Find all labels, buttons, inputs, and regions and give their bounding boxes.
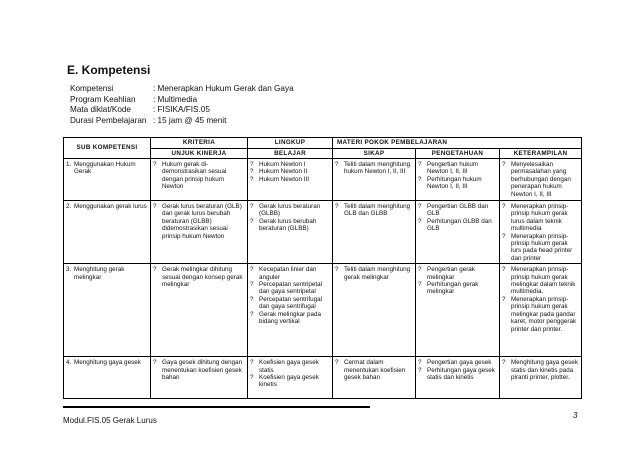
bullet-marker: ? [250,168,254,176]
header-unjuk-kinerja: UNJUK KINERJA [151,149,248,159]
bullet-text: Menerapkan prinsip-prinsip hukum gerak lurs pada head printer dan printer [511,232,573,262]
header-pengetahuan: PENGETAHUAN [416,149,500,159]
table-row [64,201,582,264]
cell-keterampilan [500,264,582,357]
page-number: 3 [573,411,578,420]
cell-sub-kompetensi [64,159,151,201]
cell-pengetahuan [416,201,500,264]
bullet-marker: ? [418,161,422,168]
cell-keterampilan [500,357,582,399]
bullet-marker: ? [418,366,422,374]
bullet-marker: ? [502,266,506,274]
cell-sub-kompetensi [64,264,151,357]
meta-value: : FISIKA/FIS.05 [153,105,210,114]
row-number: 1. [66,161,72,168]
bullet-item [418,203,497,218]
bullet-item [250,281,330,296]
bullet-marker: ? [250,203,254,210]
bullet-text: Pengertian gerak melingkar [427,266,475,281]
bullet-item [418,161,497,176]
bullet-item [250,266,330,281]
bullet-item [418,176,497,191]
bullet-marker: ? [153,161,157,168]
bullet-text: Percepatan sentrifugal dan gaya sentrifugal [259,295,323,311]
sub-kompetensi-text: Menghitung gerak melingkar [74,266,125,281]
cell-pengetahuan [416,357,500,399]
cell-pengetahuan [416,159,500,201]
cell-lingkup [248,264,333,357]
header-lingkup: LINGKUP [248,138,333,149]
bullet-item [250,296,330,311]
cell-kriteria [151,357,248,399]
bullet-text: Perhitungan GLBB dan GLB [427,217,492,233]
bullet-marker: ? [502,203,506,210]
bullet-marker: ? [250,217,254,225]
bullet-text: Hukum Newton I [259,161,306,168]
bullet-marker: ? [250,295,254,303]
bullet-item [335,203,413,218]
cell-pengetahuan [416,264,500,357]
bullet-marker: ? [418,217,422,225]
meta-value: : 15 jam @ 45 menit [153,115,227,125]
header-kriteria: KRITERIA [151,138,248,149]
bullet-marker: ? [335,161,339,168]
bullet-marker: ? [418,359,422,367]
section-title: E. Kompetensi [67,63,151,77]
bullet-item [153,203,245,240]
bullet-item [418,281,497,296]
bullet-text: Menerapkan prinsip-prinsip hukum gerak melingkar dalam teknik multimedia. [511,266,576,296]
bullet-item [335,161,413,176]
bullet-item [153,359,245,381]
bullet-item [502,203,579,233]
sub-kompetensi-text: Menghitung gaya gesek [74,359,141,367]
bullet-item [250,374,330,389]
bullet-marker: ? [502,161,506,168]
bullet-marker: ? [418,281,422,289]
meta-row [70,105,294,116]
row-number: 2. [66,203,72,210]
bullet-text: Gerak lurus beraturan (GLB) dan gerak lurus berubah beraturan (GLBB) didemostrasikan sesuai prinsip hukum Newton [162,203,242,240]
bullet-text: Teliti dalam menghitung gerak melingkar [344,266,411,281]
meta-value: : Menerapkan Hukum Gerak dan Gaya [153,84,294,93]
cell-sikap [333,264,416,357]
bullet-marker: ? [250,266,254,274]
cell-kriteria [151,264,248,357]
bullet-marker: ? [335,203,339,210]
cell-keterampilan [500,159,582,201]
bullet-text: Hukum Newton III [259,175,310,183]
cell-kriteria [151,201,248,264]
bullet-text: Menerapkan prinsip-prinsip hukum gerak melingkar pada gandar karet, motor penggerak printer dan printer. [511,295,577,333]
bullet-text: Hukum gerak di-demonstrasikan sesuai dengan prinsip hukum Newton [162,161,227,191]
bullet-marker: ? [250,374,254,382]
bullet-marker: ? [153,203,157,210]
bullet-text: Gerak lurus berubah beraturan (GLBB) [259,217,317,233]
bullet-text: Gaya gesek dihitung dengan menentukan koefisien gesek bahan [162,359,243,382]
bullet-item [250,161,330,168]
cell-sikap [333,159,416,201]
bullet-marker: ? [502,232,506,240]
bullet-text: Teliti dalam menghitung GLB dan GLBB [344,203,411,218]
cell-sikap [333,201,416,264]
table-row [64,159,582,201]
bullet-marker: ? [418,203,422,210]
bullet-item [250,168,330,175]
meta-key: Kompetensi [70,84,114,93]
cell-keterampilan [500,201,582,264]
footer-module-name: Modul.FIS.05 Gerak Lurus [63,416,157,425]
table-row [64,264,582,357]
meta-key: Durasi Pembelajaran [70,115,147,125]
bullet-marker: ? [250,175,254,183]
bullet-item [502,359,579,381]
bullet-item [335,359,413,381]
bullet-marker: ? [250,310,254,318]
footer-rule [63,406,370,408]
header-sikap: SIKAP [333,149,416,159]
meta-row [70,116,294,127]
bullet-marker: ? [250,281,254,289]
bullet-text: Perhitungan hukum Newton I, II, III [427,175,482,191]
meta-key: Mata diklat/Kode [70,105,131,114]
bullet-item [502,161,579,198]
bullet-marker: ? [502,295,506,303]
bullet-marker: ? [502,359,506,367]
bullet-text: Menyelesaikan permasalahan yang berhubungan dengan penerapan hukum Newton I, II, III [511,161,571,198]
bullet-item [250,359,330,374]
bullet-text: Pengertian gaya gesek [427,359,492,367]
bullet-text: Teliti dalam menghitung hukum Newton I, II, III [344,161,411,176]
header-keterampilan: KETERAMPILAN [500,149,582,159]
bullet-item [153,161,245,191]
meta-key: Program Keahlian [70,94,136,104]
header-materi-pokok: MATERI POKOK PEMBELAJARAN [333,138,582,149]
bullet-text: Pengertian GLBB dan GLB [427,203,489,218]
bullet-marker: ? [250,161,254,168]
bullet-item [250,176,330,183]
meta-value: : Multimedia [153,94,198,104]
row-number: 4. [66,359,72,367]
sub-kompetensi-text: Menggunakan Hukum Gerak [74,161,136,176]
cell-lingkup [248,357,333,399]
bullet-text: Cermat dalam menentukan koefisien gesek bahan [344,359,406,382]
bullet-item [502,296,579,333]
bullet-marker: ? [418,266,422,274]
sub-kompetensi-text: Menggunakan gerak lurus [74,203,147,210]
bullet-text: Gerak melingkar pada bidang vertikal [259,310,321,326]
header-sub-kompetensi: SUB KOMPETENSI [64,138,151,159]
bullet-text: Gerak melingkar dihitung sesuai dengan konsep gerak melingkar [162,266,243,289]
bullet-marker: ? [418,175,422,183]
bullet-marker: ? [335,359,339,367]
cell-lingkup [248,159,333,201]
bullet-item [418,359,497,366]
cell-sikap [333,357,416,399]
bullet-text: Pengertian hukum Newton I, II, III [427,161,479,176]
bullet-item [250,218,330,233]
competency-meta [70,84,294,126]
header-belajar: BELAJAR [248,149,333,159]
bullet-marker: ? [153,266,157,274]
bullet-text: Perhitungan gaya gesek statis dan kinetis [427,366,495,382]
bullet-text: Hukum Newton II [259,168,308,176]
bullet-item [153,266,245,288]
bullet-marker: ? [153,359,157,367]
bullet-item [250,203,330,218]
cell-sub-kompetensi [64,357,151,399]
bullet-item [418,367,497,382]
bullet-text: Koefisien gaya gesek statis [259,359,319,374]
meta-row [70,84,294,95]
bullet-marker: ? [335,266,339,274]
competency-table [63,137,582,399]
bullet-text: Koefisien gaya gesek kinetis [259,374,319,389]
bullet-text: Gerak lurus beraturan (GLBB) [259,203,321,218]
bullet-item [250,311,330,326]
bullet-text: Kecepatan linier dan anguler [259,266,317,281]
cell-kriteria [151,159,248,201]
bullet-marker: ? [250,359,254,367]
table-row [64,357,582,399]
bullet-item [502,233,579,263]
bullet-item [418,218,497,233]
meta-row [70,95,294,106]
bullet-item [502,266,579,296]
bullet-text: Menghitung gaya gesek statis dan kinetis pada piranti printer, plotter. [511,359,578,382]
cell-lingkup [248,201,333,264]
row-number: 3. [66,266,72,274]
bullet-text: Perhitungan gerak melingkar [427,281,479,296]
cell-sub-kompetensi [64,201,151,264]
bullet-text: Percepatan sentripetal dan gaya sentripetal [259,281,323,296]
bullet-item [335,266,413,281]
bullet-item [418,266,497,281]
bullet-text: Menerapkan prinsip-prinsip hukum gerak lurus dalam teknik multimedia [511,203,569,233]
